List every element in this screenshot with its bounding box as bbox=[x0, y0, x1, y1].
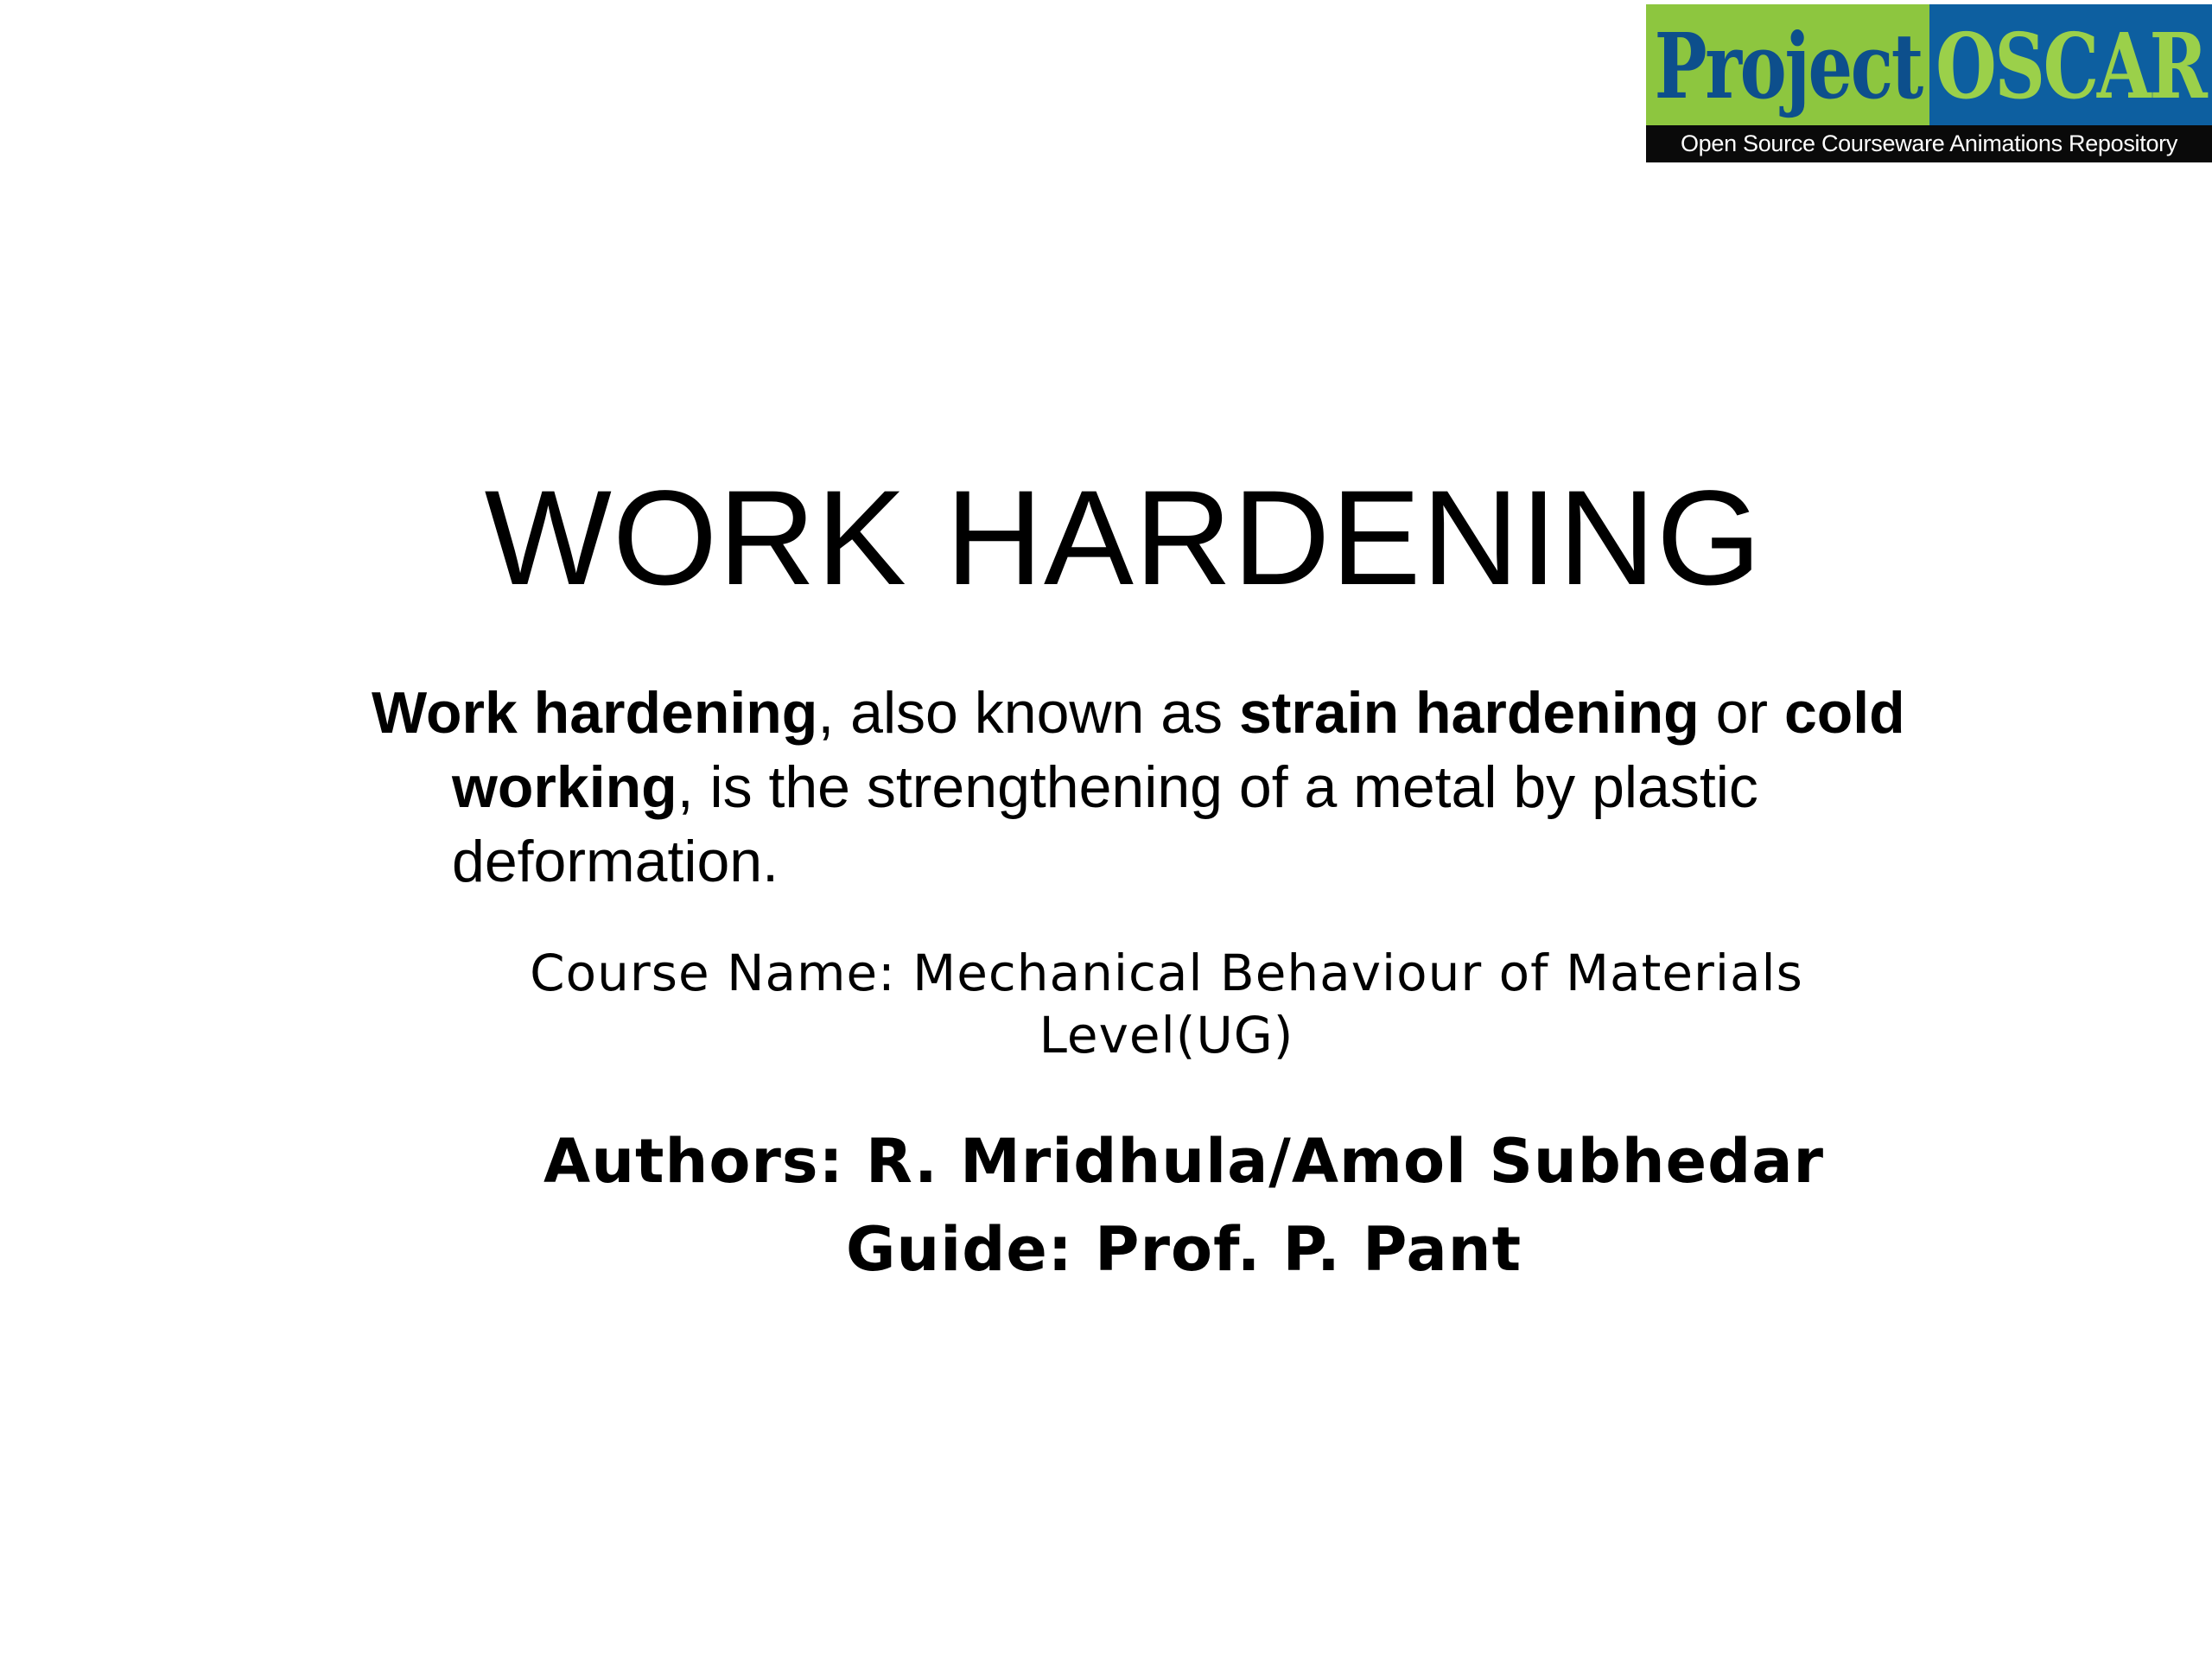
definition-text-1: , also known as bbox=[817, 680, 1239, 746]
logo-word-project: Project bbox=[1654, 13, 1922, 119]
term-strain-hardening: strain hardening bbox=[1238, 680, 1700, 746]
course-name: Course Name: Mechanical Behaviour of Materials bbox=[530, 944, 1803, 1002]
logo-wordmark bbox=[1646, 4, 2212, 125]
definition-text-2: or bbox=[1699, 680, 1784, 746]
definition-text-3: , is the strengthening of a metal by plastic deformation. bbox=[452, 754, 1758, 894]
slide-title: WORK HARDENING bbox=[484, 463, 1763, 613]
logo-right-panel bbox=[1929, 4, 2212, 125]
definition-paragraph bbox=[372, 676, 1955, 899]
authors-line: Authors: R. Mridhula/Amol Subhedar bbox=[543, 1126, 1824, 1197]
term-work-hardening: Work hardening bbox=[372, 680, 818, 746]
project-oscar-logo bbox=[1646, 4, 2212, 162]
course-info bbox=[432, 942, 1901, 1066]
logo-left-panel bbox=[1646, 4, 1929, 125]
logo-tagline: Open Source Courseware Animations Repository bbox=[1646, 125, 2212, 162]
course-level: Level(UG) bbox=[1039, 1006, 1294, 1065]
term-cold-working: cold working bbox=[452, 680, 1905, 820]
logo-word-oscar: OSCAR bbox=[1936, 13, 2206, 119]
credits bbox=[432, 1117, 1936, 1294]
guide-line: Guide: Prof. P. Pant bbox=[845, 1214, 1522, 1285]
